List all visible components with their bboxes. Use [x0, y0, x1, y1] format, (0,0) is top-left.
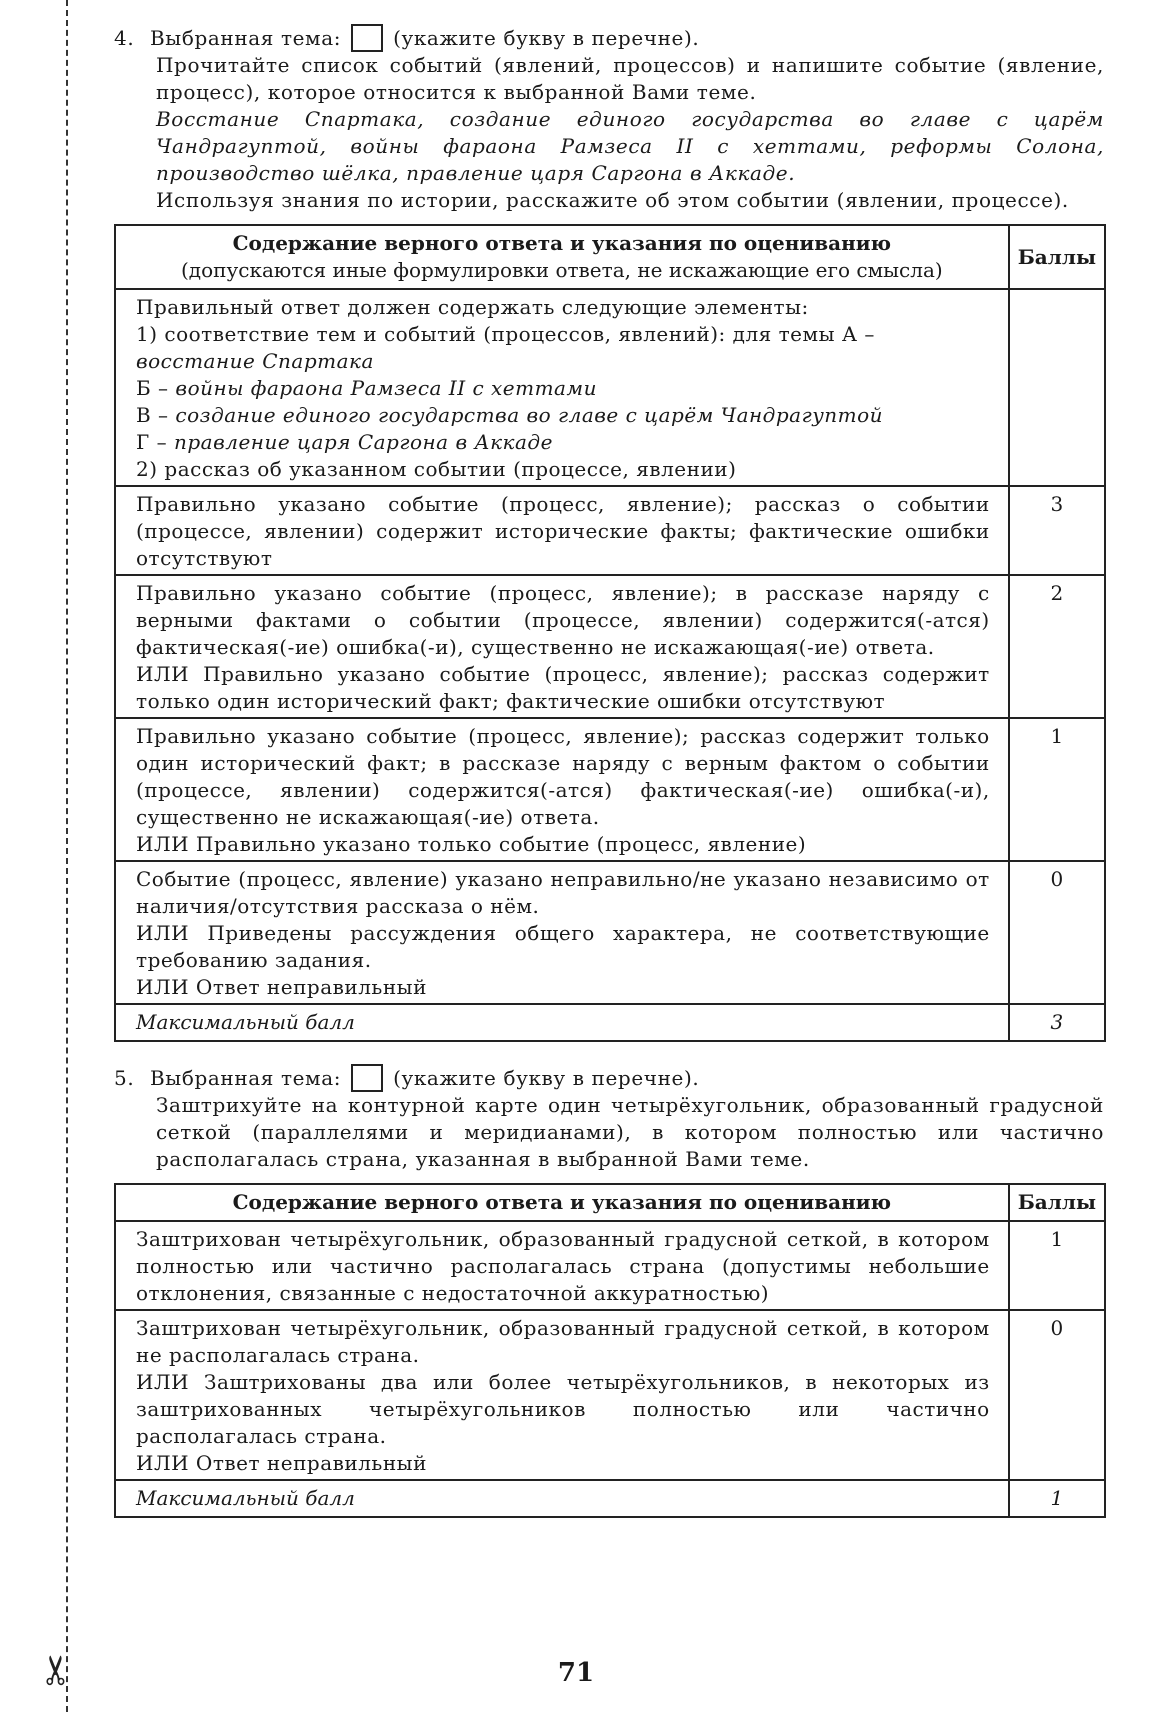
- score: 1: [1009, 718, 1105, 861]
- score: 0: [1009, 1310, 1105, 1480]
- cut-line: [66, 0, 68, 1712]
- table-header: [115, 1184, 1105, 1221]
- answer-theme-g: правление царя Саргона в Аккаде: [173, 430, 553, 454]
- answer-theme-b: войны фараона Рамзеса II с хеттами: [175, 376, 597, 400]
- criterion: [115, 1221, 1009, 1310]
- header-score: Баллы: [1009, 225, 1105, 289]
- criterion-text: ИЛИ Ответ неправильный: [136, 975, 427, 999]
- header-sub: (допускаются иные формулировки ответа, не искажающие его смысла): [180, 258, 943, 282]
- table-header: [115, 225, 1105, 289]
- score: 0: [1009, 861, 1105, 1004]
- table-row-answer: [115, 289, 1105, 486]
- criterion-text: Событие (процесс, явление) указано неправильно/не указано независимо от наличия/отсутствия рассказа о нём.: [136, 867, 990, 918]
- table-row-max: [115, 1004, 1105, 1041]
- task-5: [114, 1064, 1104, 1518]
- answer-b-label: Б –: [136, 376, 169, 400]
- header-content: Содержание верного ответа и указания по оцениванию: [115, 1184, 1009, 1221]
- score: 1: [1009, 1221, 1105, 1310]
- theme-prefix: Выбранная тема:: [150, 25, 342, 50]
- theme-prefix: Выбранная тема:: [150, 1065, 342, 1090]
- task-instruction: Заштрихуйте на контурной карте один четырёхугольник, образованный градусной сеткой (параллелями и меридианами), в котором полностью или частично располагалась страна, указанная в выбранной Вами теме.: [156, 1093, 1104, 1171]
- criterion-text: Заштрихован четырёхугольник, образованный градусной сеткой, в котором полностью или частично располагалась страна (допустимы небольшие отклонения, связанные с недостаточной аккуратностью): [136, 1227, 990, 1305]
- criterion: [115, 718, 1009, 861]
- task-4-header: [114, 24, 1104, 52]
- max-score: 3: [1009, 1004, 1105, 1041]
- answer-theme-v: создание единого государства во главе с царём Чандрагуптой: [175, 403, 884, 427]
- criterion-text: ИЛИ Правильно указано событие (процесс, явление); рассказ содержит только один исторический факт; фактические ошибки отсутствуют: [136, 662, 990, 713]
- table-row: [115, 1221, 1105, 1310]
- task-5-header: [114, 1064, 1104, 1092]
- table-row: [115, 1310, 1105, 1480]
- table-row: [115, 575, 1105, 718]
- task-number: 5.: [114, 1065, 135, 1090]
- criterion-text: Правильно указано событие (процесс, явление); рассказ содержит только один исторический факт; в рассказе наряду с верным фактом о событии (процессе, явлении) содержится(-атся) фактическая(-ие) ошибка(-и), существенно не искажающая(-ие) ответа.: [136, 724, 990, 829]
- criterion-text: ИЛИ Заштрихованы два или более четырёхугольников, в некоторых из заштрихованных четырёхугольников полностью или частично располагалась страна.: [136, 1370, 990, 1448]
- answer-theme-a: восстание Спартака: [136, 349, 374, 373]
- scissors-icon: ✂: [33, 1653, 80, 1687]
- criterion: [115, 486, 1009, 575]
- answer-g-label: Г –: [136, 430, 168, 454]
- header-content: [115, 225, 1009, 289]
- task-question: Используя знания по истории, расскажите об этом событии (явлении, процессе).: [156, 188, 1069, 212]
- criterion-text: ИЛИ Ответ неправильный: [136, 1451, 427, 1475]
- criterion: [115, 575, 1009, 718]
- criterion-text: Правильно указано событие (процесс, явление); рассказ о событии (процессе, явлении) содержит исторические факты; фактические ошибки отсутствуют: [136, 492, 990, 570]
- score: 3: [1009, 486, 1105, 575]
- grading-table-5: [114, 1183, 1106, 1518]
- criterion: [115, 861, 1009, 1004]
- event-list: Восстание Спартака, создание единого государства во главе с царём Чандрагуптой, войны фараона Рамзеса II с хеттами, реформы Солона, производство шёлка, правление царя Саргона в Аккаде.: [156, 107, 1104, 185]
- grading-table-4: [114, 224, 1106, 1042]
- table-row: [115, 718, 1105, 861]
- max-score-label: Максимальный балл: [115, 1004, 1009, 1041]
- criterion: [115, 1310, 1009, 1480]
- header-main: Содержание верного ответа и указания по оцениванию: [232, 231, 892, 255]
- page-number: 71: [557, 1658, 595, 1688]
- criterion-text: Правильно указано событие (процесс, явление); в рассказе наряду с верными фактами о событии (процессе, явлении) содержится(-атся) фактическая(-ие) ошибка(-и), существенно не искажающая(-ие) ответа.: [136, 581, 990, 659]
- task-5-body: [156, 1092, 1104, 1173]
- max-score: 1: [1009, 1480, 1105, 1517]
- answer-item-2: 2) рассказ об указанном событии (процессе, явлении): [136, 457, 737, 481]
- criterion-text: ИЛИ Правильно указано только событие (процесс, явление): [136, 832, 807, 856]
- theme-letter-box: [351, 24, 383, 52]
- table-row-max: [115, 1480, 1105, 1517]
- max-score-label: Максимальный балл: [115, 1480, 1009, 1517]
- answer-item-1: 1) соответствие тем и событий (процессов, явлений): для темы А –: [136, 322, 875, 346]
- table-row: [115, 861, 1105, 1004]
- criterion-text: Заштрихован четырёхугольник, образованный градусной сеткой, в котором не располагалась страна.: [136, 1316, 990, 1367]
- answer-elements: [115, 289, 1009, 486]
- score-cell-empty: [1009, 289, 1105, 486]
- task-4: [114, 24, 1104, 1042]
- answer-v-label: В –: [136, 403, 169, 427]
- theme-letter-box: [351, 1064, 383, 1092]
- score: 2: [1009, 575, 1105, 718]
- theme-hint: (укажите букву в перечне).: [393, 25, 700, 50]
- table-row: [115, 486, 1105, 575]
- answer-intro: Правильный ответ должен содержать следующие элементы:: [136, 295, 809, 319]
- criterion-text: ИЛИ Приведены рассуждения общего характера, не соответствующие требованию задания.: [136, 921, 990, 972]
- header-score: Баллы: [1009, 1184, 1105, 1221]
- task-4-body: [156, 52, 1104, 214]
- task-number: 4.: [114, 25, 135, 50]
- theme-hint: (укажите букву в перечне).: [393, 1065, 700, 1090]
- task-instruction: Прочитайте список событий (явлений, процессов) и напишите событие (явление, процесс), которое относится к выбранной Вами теме.: [156, 53, 1104, 104]
